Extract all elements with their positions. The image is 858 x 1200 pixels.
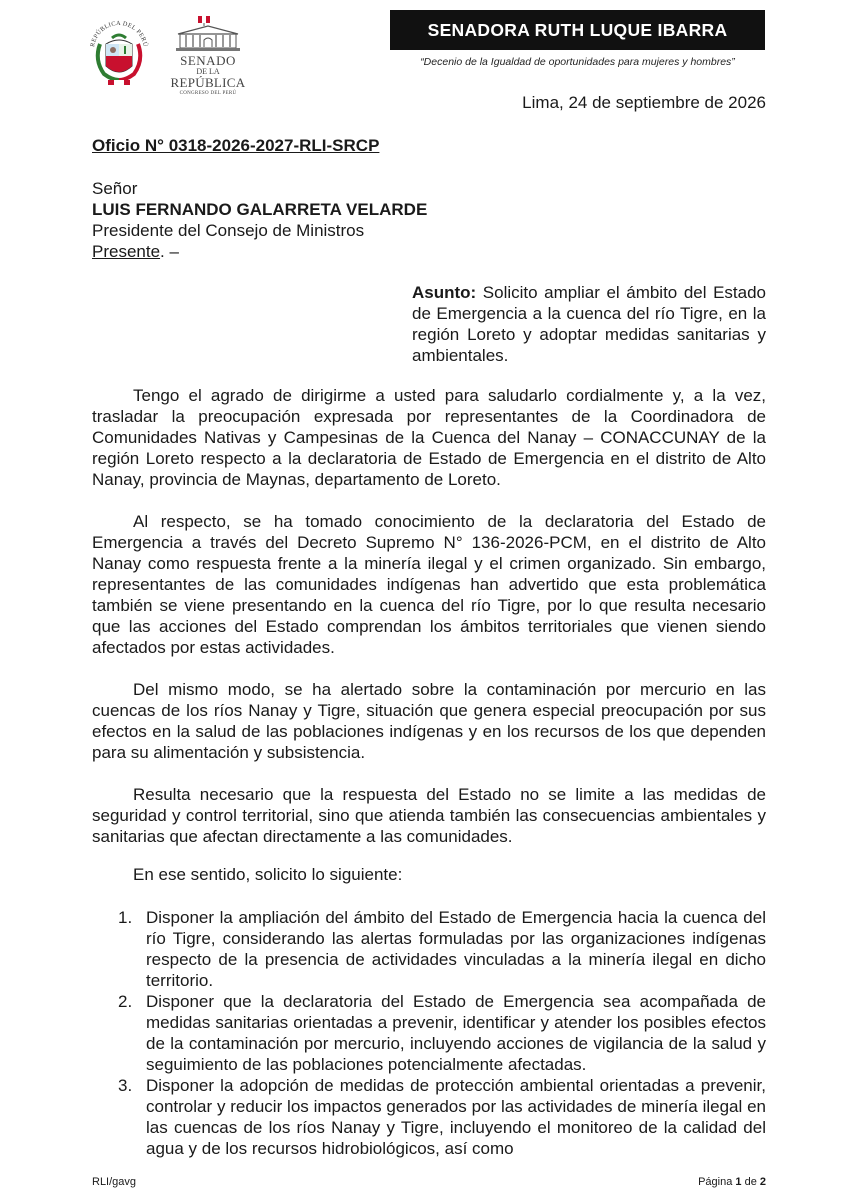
asunto-text: Solicito ampliar el ámbito del Estado de Emergencia a la cuenca del río Tigre, en la región Loreto y adoptar medidas sanitarias y ambientales. <box>412 283 766 365</box>
presente-word: Presente <box>92 242 161 261</box>
presente-suffix: . – <box>160 242 179 261</box>
letter-date: Lima, 24 de septiembre de 2026 <box>522 93 766 112</box>
senado-line3: REPÚBLICA <box>170 75 246 90</box>
body-paragraph: Al respecto, se ha tomado conocimiento de la declaratoria del Estado de Emergencia a través del Decreto Supremo N° 136-2026-PCM, en el distrito de Alto Nanay como respuesta frente a la minería ilegal y el crimen organizado. Sin embargo, representantes de las comunidades indígenas han advertido que esta problemática también se viene presentando en la cuenca del río Tigre, por lo que resulta necesario que las acciones del Estado comprendan los ámbitos territoriales que vienen siendo afectados por estas actividades. <box>92 512 766 657</box>
asunto-block <box>412 282 766 366</box>
senator-banner: SENADORA RUTH LUQUE IBARRA <box>390 10 765 50</box>
body-paragraph: Tengo el agrado de dirigirme a usted para saludarlo cordialmente y, a la vez, trasladar la preocupación expresada por representantes de la Coordinadora de Comunidades Nativas y Campesinas de la Cuenca del Nanay – CONACCUNAY de la región Loreto respecto a la declaratoria de Estado de Emergencia en el distrito de Alto Nanay, provincia de Maynas, departamento de Loreto. <box>92 386 766 489</box>
recipient-name: LUIS FERNANDO GALARRETA VELARDE <box>92 200 428 219</box>
asunto-label: Asunto: <box>412 283 477 302</box>
request-item <box>92 991 766 1075</box>
page-current: 1 <box>735 1176 742 1188</box>
recipient-title: Presidente del Consejo de Ministros <box>92 221 365 240</box>
request-item <box>92 907 766 991</box>
decenio-motto: “Decenio de la Igualdad de oportunidades para mujeres y hombres” <box>420 56 735 68</box>
senado-logo <box>170 16 246 96</box>
senado-building-icon <box>170 16 246 52</box>
page-label: Página <box>698 1176 736 1188</box>
body-paragraph: Del mismo modo, se ha alertado sobre la contaminación por mercurio en las cuencas de los ríos Nanay y Tigre, situación que genera especial preocupación por sus efectos en la salud de las poblaciones indígenas y en los recursos de los que dependen para su alimentación y subsistencia. <box>92 680 766 762</box>
oficio-number: Oficio N° 0318-2026-2027-RLI-SRCP <box>92 136 380 155</box>
senado-wordmark <box>170 54 246 96</box>
page-of: de <box>741 1176 760 1188</box>
request-number: 3. <box>118 1076 133 1095</box>
senado-line1: SENADO <box>180 53 236 68</box>
page-total: 2 <box>759 1176 766 1188</box>
senado-line4: CONGRESO DEL PERÚ <box>179 91 237 96</box>
request-text: Disponer que la declaratoria del Estado de Emergencia sea acompañada de medidas sanitarias orientadas a prevenir, identificar y atender los posibles efectos de la contaminación por mercurio, incluyendo acciones de vigilancia de la salud y seguimiento de las poblaciones potencialmente afectadas. <box>146 992 766 1074</box>
presente-line <box>92 241 427 262</box>
salutation: Señor <box>92 179 138 198</box>
request-text: Disponer la adopción de medidas de protección ambiental orientadas a prevenir, controlar y reducir los impactos generados por las actividades de minería ilegal en las cuencas de los ríos Nanay y Tigre, incluyendo el monitoreo de la calidad del agua y de los recursos hidrobiológicos, así como <box>146 1076 766 1158</box>
peru-coat-of-arms-icon <box>86 14 152 90</box>
request-number: 2. <box>118 992 133 1011</box>
footer-initials: RLI/gavg <box>92 1176 137 1188</box>
senado-line2: DE LA <box>196 67 220 76</box>
coat-arc-text: REPÚBLICA DEL PERÚ <box>89 19 149 48</box>
body-paragraph: Resulta necesario que la respuesta del Estado no se limite a las medidas de seguridad y control territorial, sino que atienda también las consecuencias ambientales y sanitarias que afectan directamente a las comunidades. <box>92 785 766 846</box>
request-item <box>92 1075 766 1159</box>
request-number: 1. <box>118 908 133 927</box>
header-logos <box>86 14 246 96</box>
body-paragraph: En ese sentido, solicito lo siguiente: <box>133 865 403 884</box>
recipient-block <box>92 178 427 262</box>
page-indicator <box>698 1176 766 1188</box>
requests-list <box>92 907 766 1159</box>
request-text: Disponer la ampliación del ámbito del Estado de Emergencia hacia la cuenca del río Tigre, considerando las alertas formuladas por las organizaciones indígenas respecto de la presencia de actividades vinculadas a la minería ilegal en dicho territorio. <box>146 908 766 990</box>
